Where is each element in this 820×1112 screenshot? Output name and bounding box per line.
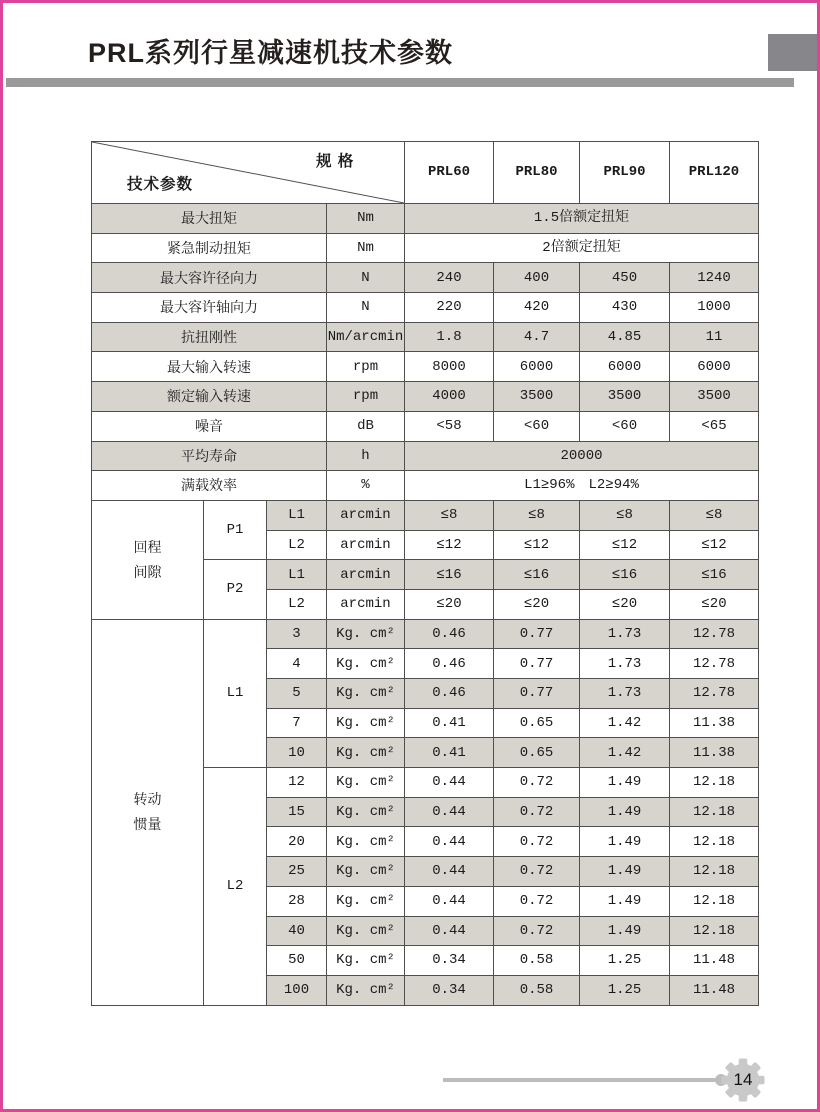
- unit-cell: Kg. cm²: [327, 738, 405, 768]
- value-cell: 0.77: [494, 679, 580, 709]
- value-cell: 1.25: [580, 975, 670, 1005]
- value-cell: ≤20: [670, 589, 759, 619]
- ratio-cell: 12: [267, 768, 327, 798]
- value-cell: <60: [580, 411, 670, 441]
- table-corner-cell: [92, 142, 405, 204]
- unit-cell: Kg. cm²: [327, 708, 405, 738]
- value-cell: <65: [670, 411, 759, 441]
- value-cell: 1.49: [580, 797, 670, 827]
- table-row: [92, 619, 759, 649]
- table-row: [92, 500, 759, 530]
- table-row: [92, 322, 759, 352]
- value-cell: 0.65: [494, 738, 580, 768]
- value-cell: 0.77: [494, 649, 580, 679]
- value-cell: ≤8: [494, 500, 580, 530]
- value-cell: ≤12: [405, 530, 494, 560]
- value-cell: 0.46: [405, 679, 494, 709]
- value-cell: 12.18: [670, 916, 759, 946]
- value-cell: 420: [494, 293, 580, 323]
- title-underline-bar: [6, 78, 794, 87]
- value-cell: 3500: [670, 382, 759, 412]
- unit-cell: Nm: [327, 233, 405, 263]
- value-cell: 0.72: [494, 886, 580, 916]
- table-row: [92, 263, 759, 293]
- unit-cell: arcmin: [327, 589, 405, 619]
- value-cell: 1.49: [580, 768, 670, 798]
- value-cell: 3500: [580, 382, 670, 412]
- value-cell: <58: [405, 411, 494, 441]
- value-cell: 8000: [405, 352, 494, 382]
- value-cell: 12.18: [670, 857, 759, 887]
- value-cell: 12.78: [670, 649, 759, 679]
- section-label-backlash: 回程 间隙: [92, 500, 204, 619]
- value-cell: 0.58: [494, 975, 580, 1005]
- column-header-prl80: PRL80: [494, 142, 580, 204]
- table-row: [92, 233, 759, 263]
- level-cell: L2: [267, 589, 327, 619]
- group-label-cell: L2: [204, 768, 267, 1006]
- value-cell: 1.42: [580, 708, 670, 738]
- value-cell: 1.49: [580, 916, 670, 946]
- value-span-cell: 2倍额定扭矩: [405, 233, 759, 263]
- unit-cell: Kg. cm²: [327, 649, 405, 679]
- value-cell: 0.34: [405, 946, 494, 976]
- value-cell: 0.44: [405, 768, 494, 798]
- value-cell: 0.65: [494, 708, 580, 738]
- ratio-cell: 50: [267, 946, 327, 976]
- spec-table-body: [92, 204, 759, 1006]
- value-cell: ≤16: [494, 560, 580, 590]
- value-cell: 12.18: [670, 797, 759, 827]
- ratio-cell: 100: [267, 975, 327, 1005]
- corner-spec-label: 规 格: [316, 153, 355, 170]
- footer-line: [443, 1078, 720, 1082]
- value-cell: ≤20: [580, 589, 670, 619]
- unit-cell: N: [327, 293, 405, 323]
- value-cell: 0.41: [405, 738, 494, 768]
- unit-cell: arcmin: [327, 560, 405, 590]
- value-span-cell: L1≥96% L2≥94%: [405, 471, 759, 501]
- param-label-cell: 平均寿命: [92, 441, 327, 471]
- value-cell: ≤8: [670, 500, 759, 530]
- value-cell: ≤12: [494, 530, 580, 560]
- value-cell: 6000: [670, 352, 759, 382]
- unit-cell: Kg. cm²: [327, 619, 405, 649]
- value-cell: ≤16: [580, 560, 670, 590]
- value-cell: 11.38: [670, 738, 759, 768]
- ratio-cell: 5: [267, 679, 327, 709]
- value-cell: 430: [580, 293, 670, 323]
- value-cell: 12.18: [670, 827, 759, 857]
- value-cell: ≤12: [580, 530, 670, 560]
- unit-cell: rpm: [327, 382, 405, 412]
- param-label-cell: 最大容许轴向力: [92, 293, 327, 323]
- group-label-cell: P1: [204, 500, 267, 559]
- value-cell: 0.44: [405, 797, 494, 827]
- unit-cell: Kg. cm²: [327, 679, 405, 709]
- value-cell: 0.41: [405, 708, 494, 738]
- value-cell: 0.44: [405, 827, 494, 857]
- ratio-cell: 3: [267, 619, 327, 649]
- unit-cell: Kg. cm²: [327, 886, 405, 916]
- spec-table-wrap: [91, 141, 759, 1006]
- value-cell: 1.42: [580, 738, 670, 768]
- table-row: [92, 471, 759, 501]
- value-cell: 12.78: [670, 679, 759, 709]
- unit-cell: arcmin: [327, 500, 405, 530]
- value-cell: ≤20: [494, 589, 580, 619]
- value-cell: 1.49: [580, 857, 670, 887]
- value-cell: ≤12: [670, 530, 759, 560]
- value-cell: 0.72: [494, 797, 580, 827]
- value-cell: 0.72: [494, 827, 580, 857]
- column-header-prl60: PRL60: [405, 142, 494, 204]
- unit-cell: Nm: [327, 204, 405, 234]
- group-label-cell: P2: [204, 560, 267, 619]
- value-cell: 0.72: [494, 768, 580, 798]
- value-cell: 0.72: [494, 857, 580, 887]
- value-cell: ≤16: [670, 560, 759, 590]
- param-label-cell: 最大输入转速: [92, 352, 327, 382]
- value-cell: 0.44: [405, 857, 494, 887]
- param-label-cell: 最大扭矩: [92, 204, 327, 234]
- value-cell: 12.18: [670, 886, 759, 916]
- value-cell: 12.78: [670, 619, 759, 649]
- value-cell: 4.7: [494, 322, 580, 352]
- value-cell: 240: [405, 263, 494, 293]
- value-cell: 1.8: [405, 322, 494, 352]
- table-row: [92, 441, 759, 471]
- ratio-cell: 28: [267, 886, 327, 916]
- value-cell: 0.77: [494, 619, 580, 649]
- ratio-cell: 20: [267, 827, 327, 857]
- param-label-cell: 满载效率: [92, 471, 327, 501]
- unit-cell: dB: [327, 411, 405, 441]
- corner-param-label: 技术参数: [127, 176, 194, 193]
- value-cell: 0.46: [405, 619, 494, 649]
- ratio-cell: 4: [267, 649, 327, 679]
- param-label-cell: 抗扭刚性: [92, 322, 327, 352]
- value-cell: 1.73: [580, 619, 670, 649]
- unit-cell: Kg. cm²: [327, 857, 405, 887]
- value-cell: ≤8: [580, 500, 670, 530]
- value-cell: 0.46: [405, 649, 494, 679]
- unit-cell: Kg. cm²: [327, 975, 405, 1005]
- value-cell: 3500: [494, 382, 580, 412]
- table-row: [92, 382, 759, 412]
- value-cell: 11.38: [670, 708, 759, 738]
- page-number-badge: [720, 1057, 766, 1103]
- unit-cell: Kg. cm²: [327, 827, 405, 857]
- value-cell: 0.34: [405, 975, 494, 1005]
- level-cell: L1: [267, 560, 327, 590]
- ratio-cell: 25: [267, 857, 327, 887]
- value-cell: 12.18: [670, 768, 759, 798]
- unit-cell: Kg. cm²: [327, 946, 405, 976]
- value-cell: <60: [494, 411, 580, 441]
- value-cell: ≤20: [405, 589, 494, 619]
- value-cell: 4000: [405, 382, 494, 412]
- group-label-cell: L1: [204, 619, 267, 767]
- unit-cell: Kg. cm²: [327, 916, 405, 946]
- param-label-cell: 最大容许径向力: [92, 263, 327, 293]
- unit-cell: rpm: [327, 352, 405, 382]
- value-cell: ≤8: [405, 500, 494, 530]
- value-cell: ≤16: [405, 560, 494, 590]
- ratio-cell: 40: [267, 916, 327, 946]
- value-cell: 400: [494, 263, 580, 293]
- value-cell: 1.73: [580, 649, 670, 679]
- value-span-cell: 20000: [405, 441, 759, 471]
- value-cell: 220: [405, 293, 494, 323]
- level-cell: L1: [267, 500, 327, 530]
- table-header-row: [92, 142, 759, 204]
- unit-cell: arcmin: [327, 530, 405, 560]
- ratio-cell: 10: [267, 738, 327, 768]
- param-label-cell: 额定输入转速: [92, 382, 327, 412]
- unit-cell: h: [327, 441, 405, 471]
- table-row: [92, 352, 759, 382]
- value-span-cell: 1.5倍额定扭矩: [405, 204, 759, 234]
- value-cell: 0.72: [494, 916, 580, 946]
- column-header-prl120: PRL120: [670, 142, 759, 204]
- param-label-cell: 紧急制动扭矩: [92, 233, 327, 263]
- value-cell: 0.44: [405, 916, 494, 946]
- column-header-prl90: PRL90: [580, 142, 670, 204]
- value-cell: 6000: [580, 352, 670, 382]
- value-cell: 11.48: [670, 946, 759, 976]
- value-cell: 1.49: [580, 827, 670, 857]
- table-row: [92, 204, 759, 234]
- value-cell: 6000: [494, 352, 580, 382]
- page-number: 14: [733, 1070, 753, 1089]
- section-label-inertia: 转动 惯量: [92, 619, 204, 1005]
- value-cell: 11: [670, 322, 759, 352]
- title-accent-square: [768, 34, 820, 71]
- unit-cell: Kg. cm²: [327, 797, 405, 827]
- ratio-cell: 7: [267, 708, 327, 738]
- unit-cell: N: [327, 263, 405, 293]
- value-cell: 11.48: [670, 975, 759, 1005]
- table-row: [92, 293, 759, 323]
- table-row: [92, 411, 759, 441]
- value-cell: 1240: [670, 263, 759, 293]
- unit-cell: Nm/arcmin: [327, 322, 405, 352]
- value-cell: 450: [580, 263, 670, 293]
- ratio-cell: 15: [267, 797, 327, 827]
- value-cell: 4.85: [580, 322, 670, 352]
- value-cell: 0.44: [405, 886, 494, 916]
- value-cell: 1.25: [580, 946, 670, 976]
- value-cell: 1.73: [580, 679, 670, 709]
- value-cell: 0.58: [494, 946, 580, 976]
- value-cell: 1000: [670, 293, 759, 323]
- page-title: PRL系列行星减速机技术参数: [88, 38, 453, 68]
- value-cell: 1.49: [580, 886, 670, 916]
- diagonal-line: [92, 142, 404, 203]
- spec-table: [91, 141, 759, 1006]
- unit-cell: Kg. cm²: [327, 768, 405, 798]
- unit-cell: %: [327, 471, 405, 501]
- level-cell: L2: [267, 530, 327, 560]
- param-label-cell: 噪音: [92, 411, 327, 441]
